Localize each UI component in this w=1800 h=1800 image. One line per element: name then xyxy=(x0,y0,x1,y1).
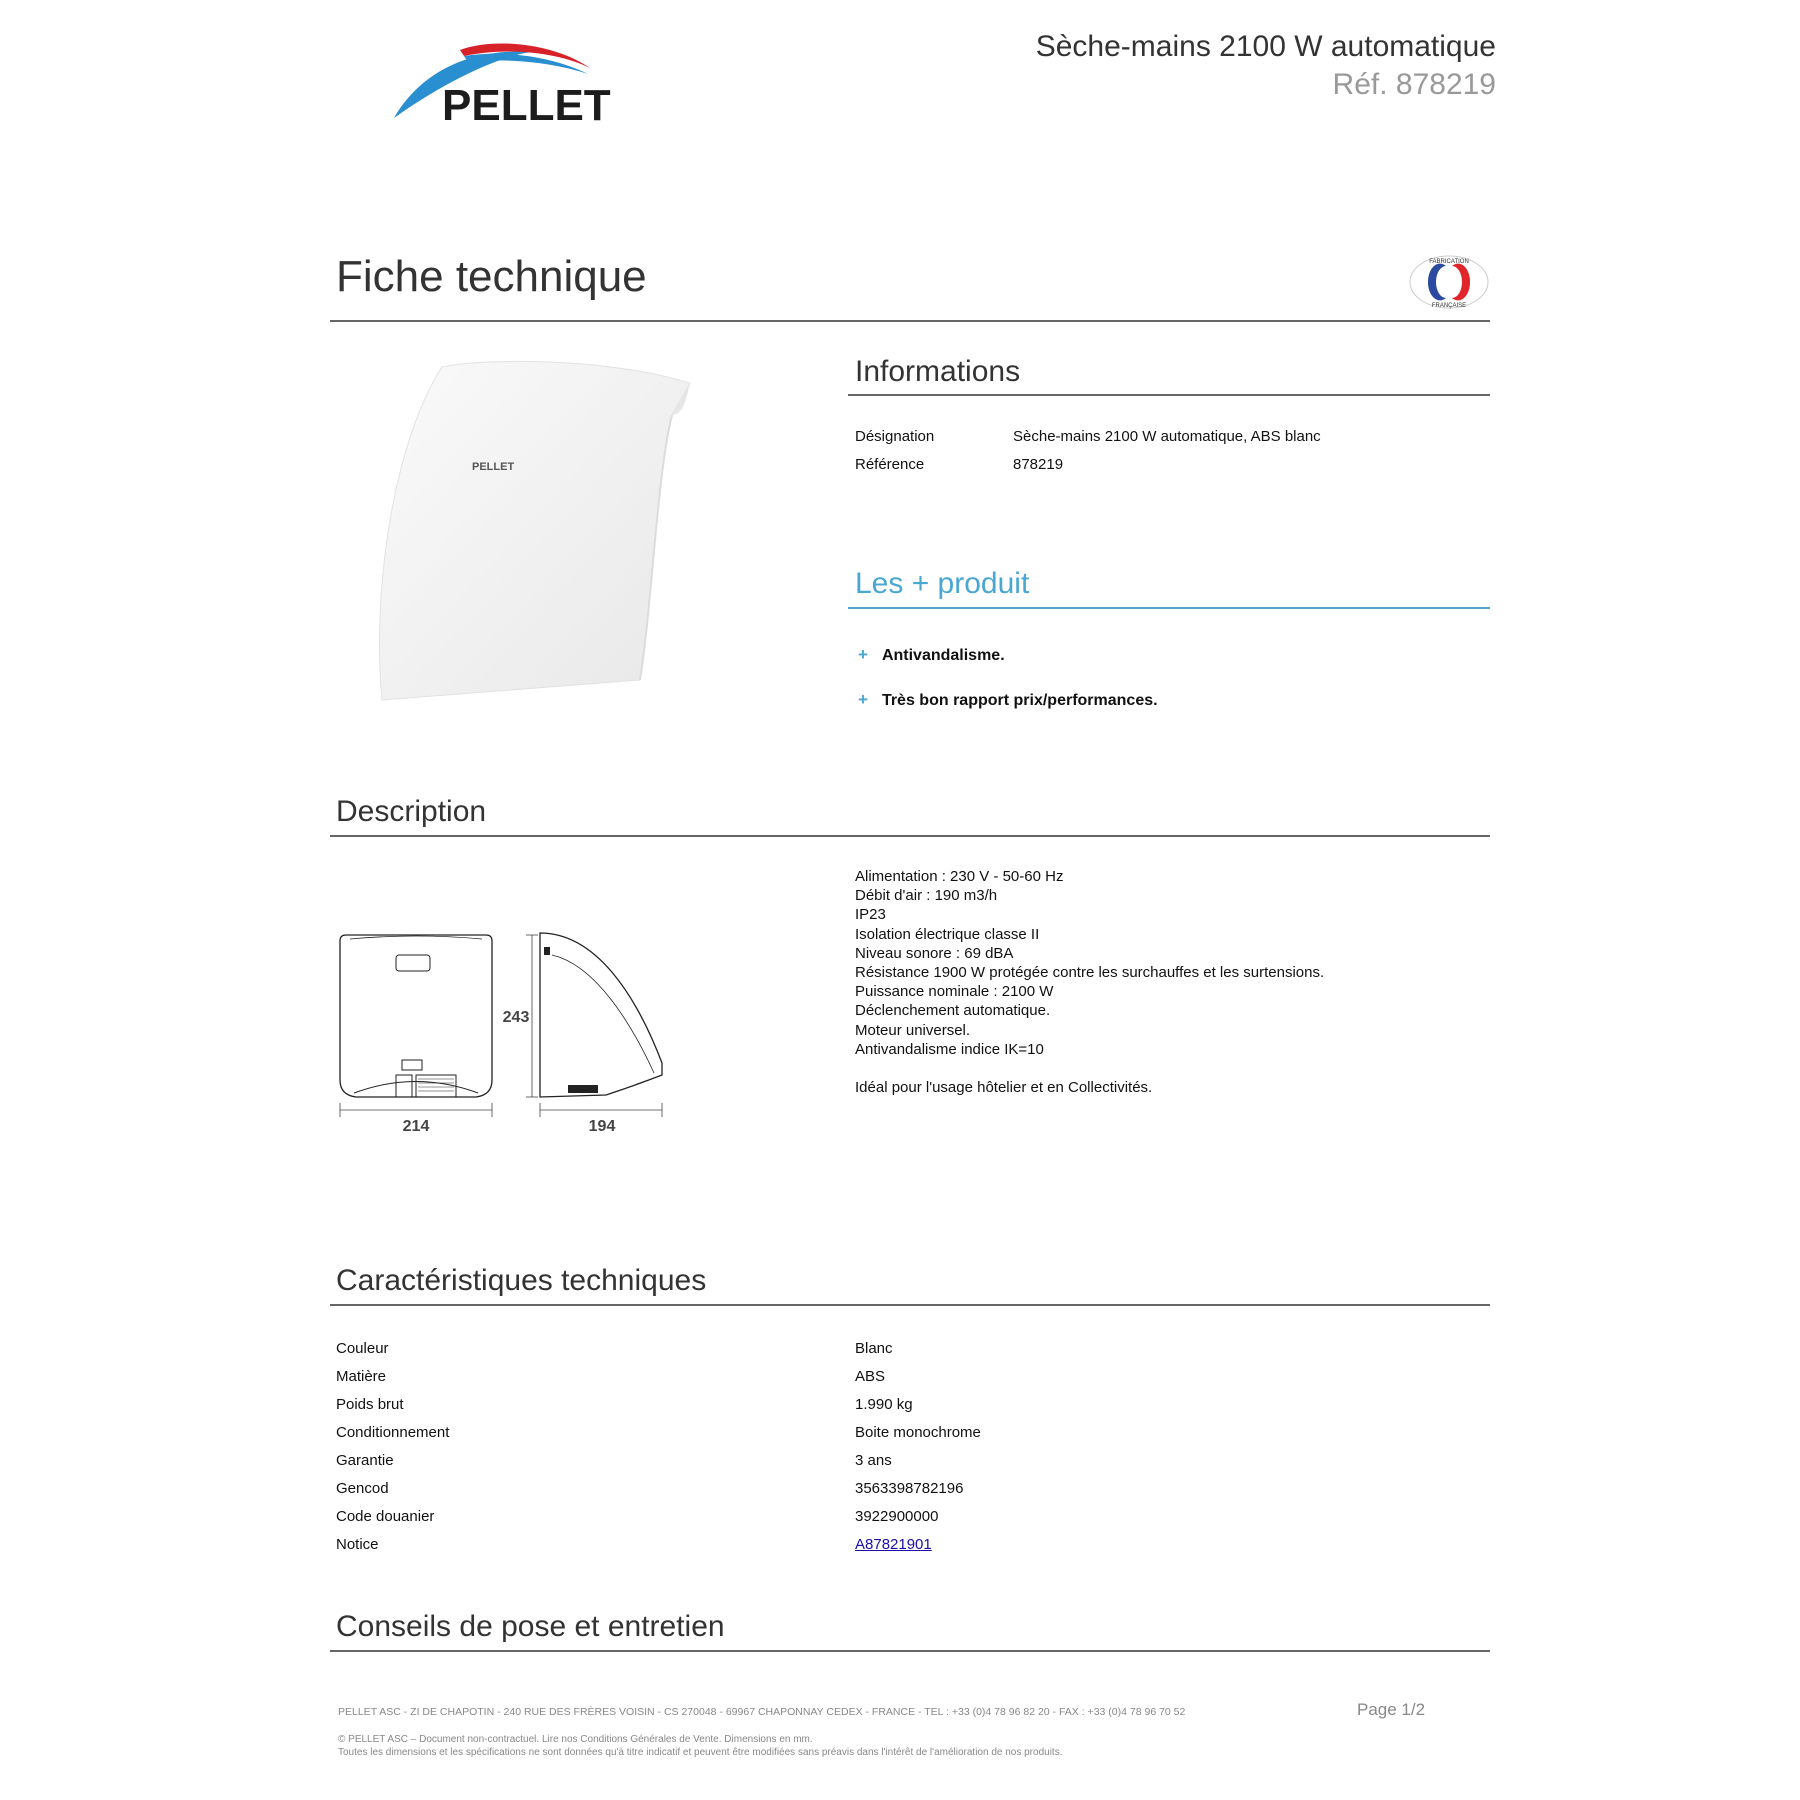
footer-legal xyxy=(338,1733,1062,1759)
description-heading: Description xyxy=(336,795,487,828)
description-line: IP23 xyxy=(855,906,886,924)
fabrication-francaise-badge xyxy=(1408,254,1490,310)
spec-value: Boite monochrome xyxy=(855,1424,981,1441)
description-line: Moteur universel. xyxy=(855,1021,971,1039)
spec-label: Poids brut xyxy=(336,1396,404,1413)
spec-label: Conditionnement xyxy=(336,1424,450,1441)
notice-link[interactable]: A87821901 xyxy=(855,1536,932,1553)
dimension-drawing xyxy=(336,925,676,1140)
spec-value: 3922900000 xyxy=(855,1508,939,1525)
header-title: Sèche-mains 2100 W automatique xyxy=(1035,30,1496,63)
plus-item-text: Antivandalisme. xyxy=(881,647,1005,664)
footer-legal-line: Toutes les dimensions et les spécifications ne sont données qu'à titre indicatif et peuvent être modifiées sans préavis dans l'intérêt de l'amélioration de nos produits. xyxy=(338,1747,1063,1758)
description-line: Alimentation : 230 V - 50-60 Hz xyxy=(855,868,1064,885)
description-rule xyxy=(330,835,1490,837)
page-number: Page 1/2 xyxy=(1357,1700,1426,1719)
caracteristiques-heading: Caractéristiques techniques xyxy=(336,1264,707,1297)
caracteristiques-rule xyxy=(330,1304,1490,1306)
plus-icon: + xyxy=(858,690,868,709)
info-value-designation: Sèche-mains 2100 W automatique, ABS blanc xyxy=(1013,428,1321,445)
plus-item xyxy=(858,645,1005,665)
description-line: Puissance nominale : 2100 W xyxy=(855,983,1054,1001)
description-line: Niveau sonore : 69 dBA xyxy=(855,944,1014,962)
footer-legal-line: © PELLET ASC – Document non-contractuel. Lire nos Conditions Générales de Vente. Dimensions en mm. xyxy=(338,1734,813,1745)
spec-value: ABS xyxy=(855,1368,886,1385)
informations-heading: Informations xyxy=(855,355,1021,388)
header-reference: Réf. 878219 xyxy=(1332,68,1496,101)
description-line: Antivandalisme indice IK=10 xyxy=(855,1040,1044,1058)
spec-value: 1.990 kg xyxy=(855,1396,913,1413)
description-text xyxy=(855,867,1324,1097)
description-line: Résistance 1900 W protégée contre les surchauffes et les surtensions. xyxy=(855,964,1325,982)
badge-text-bottom: FRANÇAISE xyxy=(1431,303,1467,309)
plus-item xyxy=(858,690,1158,710)
description-line xyxy=(855,1059,1324,1078)
plus-item-text: Très bon rapport prix/performances. xyxy=(881,692,1158,709)
dim-height-label: 243 xyxy=(502,1009,530,1026)
spec-label: Couleur xyxy=(336,1340,389,1357)
spec-label: Gencod xyxy=(336,1480,389,1497)
logo-text: PELLET xyxy=(442,81,611,130)
spec-label: Code douanier xyxy=(336,1508,435,1525)
spec-value: 3 ans xyxy=(855,1452,892,1469)
spec-label: Garantie xyxy=(336,1452,394,1469)
conseils-heading: Conseils de pose et entretien xyxy=(336,1610,725,1643)
spec-value: Blanc xyxy=(855,1340,893,1357)
description-line: Isolation électrique classe II xyxy=(855,925,1040,943)
badge-text-top: FABRICATION xyxy=(1429,259,1469,265)
plus-produit-rule xyxy=(848,607,1490,609)
info-label-reference: Référence xyxy=(855,456,925,473)
plus-icon: + xyxy=(858,645,868,664)
spec-label: Notice xyxy=(336,1536,379,1553)
product-logo-text: PELLET xyxy=(472,461,515,473)
info-label-designation: Désignation xyxy=(855,428,935,445)
pellet-logo xyxy=(392,40,642,130)
title-rule xyxy=(330,320,1490,322)
spec-label: Matière xyxy=(336,1368,387,1385)
conseils-rule xyxy=(330,1650,1490,1652)
informations-rule xyxy=(848,394,1490,396)
spec-value: 3563398782196 xyxy=(855,1480,964,1497)
dim-depth-label: 194 xyxy=(588,1118,616,1135)
description-line: Déclenchement automatique. xyxy=(855,1002,1051,1020)
description-line: Idéal pour l'usage hôtelier et en Collectivités. xyxy=(855,1079,1153,1097)
product-photo xyxy=(372,355,692,705)
footer-address: PELLET ASC - ZI DE CHAPOTIN - 240 RUE DES FRÈRES VOISIN - CS 270048 - 69967 CHAPONNAY CEDEX - FRANCE - TEL : +33 (0)4 78 96 82 20 - FAX : +33 (0)4 78 96 70 52 xyxy=(338,1706,1186,1718)
dim-width-label: 214 xyxy=(402,1118,430,1135)
plus-produit-heading: Les + produit xyxy=(855,567,1030,600)
description-line: Débit d'air : 190 m3/h xyxy=(855,887,998,905)
info-value-reference: 878219 xyxy=(1013,456,1064,473)
page-title: Fiche technique xyxy=(336,252,647,301)
